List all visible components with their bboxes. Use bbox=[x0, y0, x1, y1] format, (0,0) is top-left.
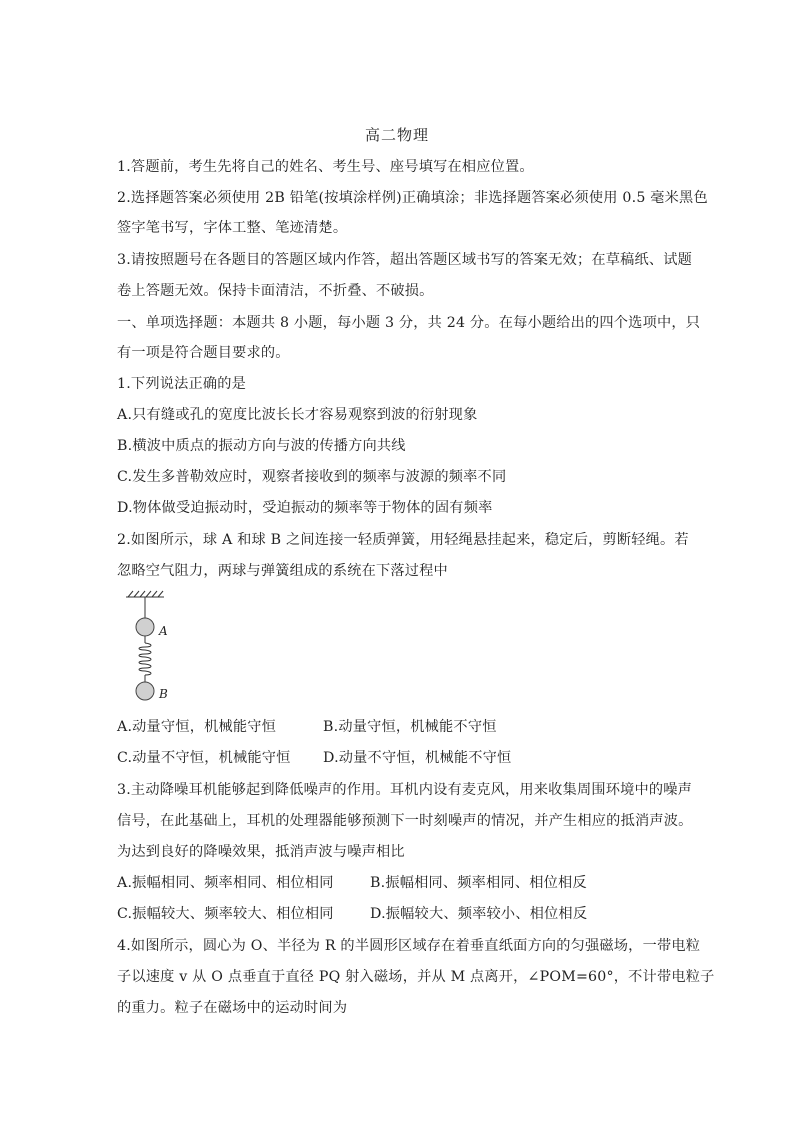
q2-option-c: C.动量不守恒，机械能守恒 bbox=[117, 750, 291, 766]
label-b: B bbox=[159, 687, 168, 701]
q4-stem-cont-2: 的重力。粒子在磁场中的运动时间为 bbox=[117, 1000, 348, 1016]
label-a: A bbox=[159, 624, 168, 638]
q1-option-a: A.只有缝或孔的宽度比波长长才容易观察到波的衍射现象 bbox=[117, 407, 478, 423]
section-heading: 一、单项选择题：本题共 8 小题，每小题 3 分，共 24 分。在每小题给出的四个选项中，只 bbox=[117, 315, 701, 331]
ceiling-hatch bbox=[126, 591, 164, 597]
instruction-3: 3.请按照题号在各题目的答题区域内作答，超出答题区域书写的答案无效；在草稿纸、试题 bbox=[117, 252, 693, 268]
q1-option-c: C.发生多普勒效应时，观察者接收到的频率与波源的频率不同 bbox=[117, 469, 507, 485]
q2-option-d: D.动量不守恒，机械能不守恒 bbox=[323, 750, 512, 766]
q2-option-b: B.动量守恒，机械能不守恒 bbox=[323, 719, 497, 735]
q3-option-a: A.振幅相同、频率相同、相位相同 bbox=[117, 875, 334, 891]
spring-balls-figure bbox=[118, 587, 188, 707]
instruction-3-cont: 卷上答题无效。保持卡面清洁，不折叠、不破损。 bbox=[117, 283, 434, 299]
q2-stem: 2.如图所示，球 A 和球 B 之间连接一轻质弹簧，用轻绳悬挂起来，稳定后，剪断轻绳。若 bbox=[117, 532, 689, 548]
q1-option-b: B.横波中质点的振动方向与波的传播方向共线 bbox=[117, 438, 406, 454]
q3-stem-cont-2: 为达到良好的降噪效果，抵消声波与噪声相比 bbox=[117, 844, 405, 860]
instruction-2: 2.选择题答案必须使用 2B 铅笔(按填涂样例)正确填涂；非选择题答案必须使用 0.5 毫米黑色 bbox=[117, 190, 708, 206]
q2-option-a: A.动量守恒，机械能守恒 bbox=[117, 719, 277, 735]
q3-option-b: B.振幅相同、频率相同、相位相反 bbox=[370, 875, 587, 891]
section-heading-cont: 有一项是符合题目要求的。 bbox=[117, 345, 290, 361]
q3-option-d: D.振幅较大、频率较小、相位相反 bbox=[370, 906, 588, 922]
spring bbox=[139, 636, 151, 682]
page-title: 高二物理 bbox=[364, 126, 429, 144]
ball-b bbox=[136, 682, 154, 700]
instruction-2-cont: 签字笔书写，字体工整、笔迹清楚。 bbox=[117, 220, 348, 236]
q2-stem-cont: 忽略空气阻力，两球与弹簧组成的系统在下落过程中 bbox=[117, 563, 448, 579]
ball-a bbox=[136, 618, 154, 636]
q4-stem: 4.如图所示，圆心为 O、半径为 R 的半圆形区域存在着垂直纸面方向的匀强磁场，一带电粒 bbox=[117, 938, 701, 954]
instruction-1: 1.答题前，考生先将自己的姓名、考生号、座号填写在相应位置。 bbox=[117, 159, 534, 175]
q1-option-d: D.物体做受迫振动时，受迫振动的频率等于物体的固有频率 bbox=[117, 500, 493, 516]
q3-stem: 3.主动降噪耳机能够起到降低噪声的作用。耳机内设有麦克风，用来收集周围环境中的噪声 bbox=[117, 782, 693, 798]
q3-option-c: C.振幅较大、频率较大、相位相同 bbox=[117, 906, 334, 922]
q4-stem-cont-1: 子以速度 v 从 O 点垂直于直径 PQ 射入磁场，并从 M 点离开，∠POM=60°，不计带电粒子 bbox=[117, 969, 715, 985]
q3-stem-cont-1: 信号，在此基础上，耳机的处理器能够预测下一时刻噪声的情况，并产生相应的抵消声波。 bbox=[117, 813, 693, 829]
q1-stem: 1.下列说法正确的是 bbox=[117, 376, 247, 392]
